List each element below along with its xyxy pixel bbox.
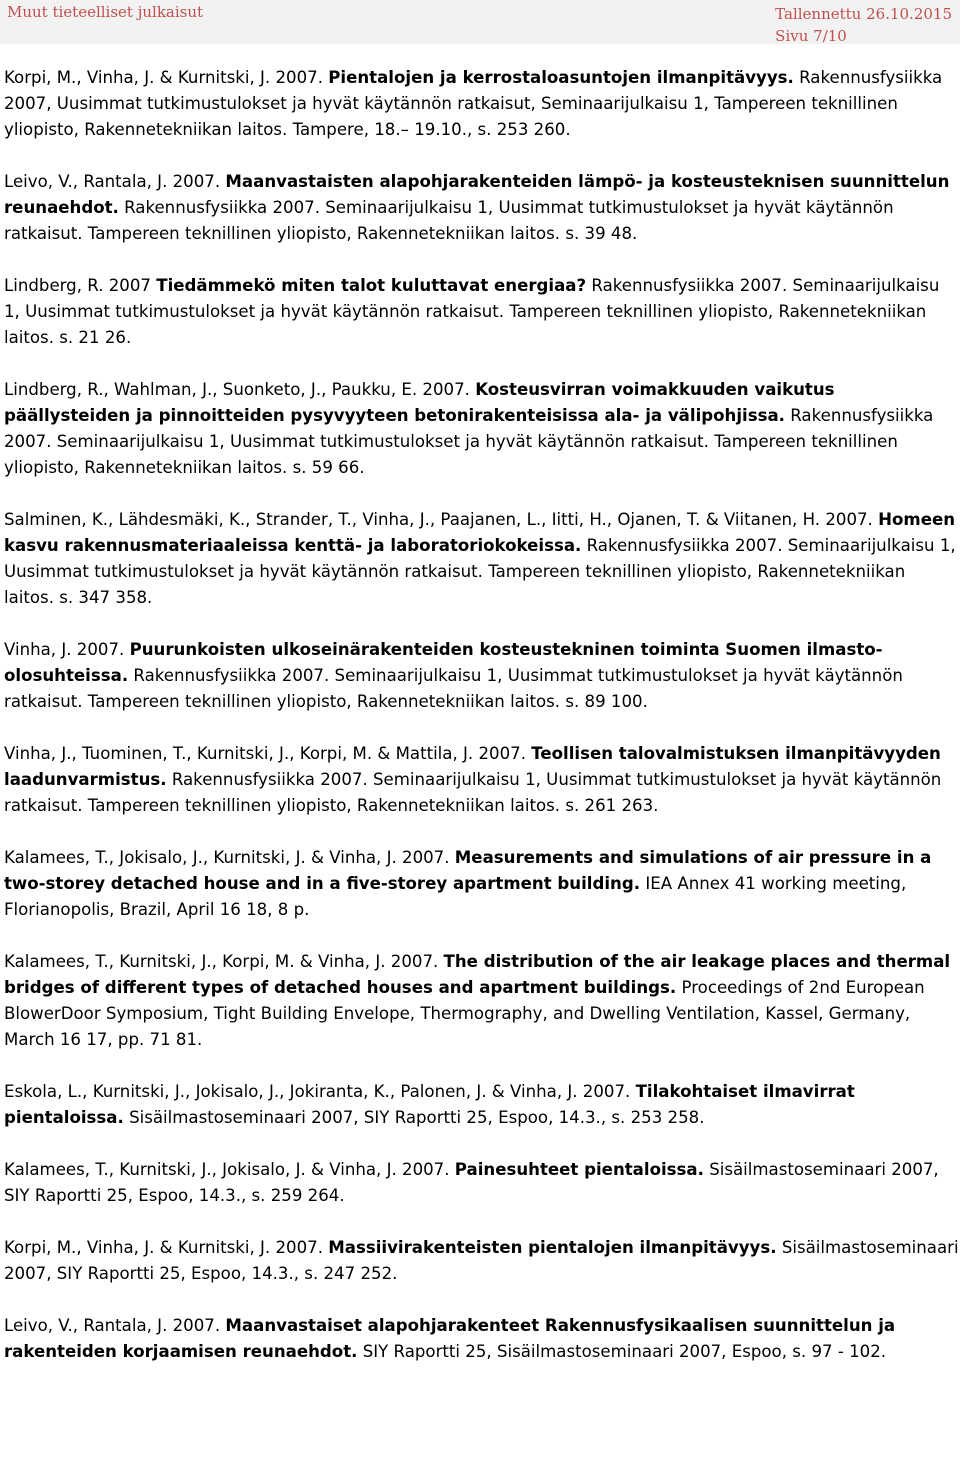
reference-title: Homeen kasvu rakennusmateriaaleissa kenttä- ja laboratoriokokeissa. (4, 510, 956, 555)
header-meta (775, 3, 952, 47)
page-header (0, 0, 960, 44)
header-saved-date: Tallennettu 26.10.2015 (775, 5, 952, 23)
reference-list (4, 65, 960, 1365)
reference-details: Sisäilmastoseminaari 2007, SIY Raportti 25, Espoo, 14.3., s. 247 252. (4, 1238, 959, 1283)
reference-entry (4, 273, 960, 351)
reference-details: Rakennusfysiikka 2007. Seminaarijulkaisu 1, Uusimmat tutkimustulokset ja hyvät käytännön ratkaisut. Tampereen teknillinen yliopisto, Rakennetekniikan laitos. s. 261 263. (4, 770, 942, 815)
header-page-number: Sivu 7/10 (775, 27, 847, 45)
reference-details: Rakennusfysiikka 2007. Seminaarijulkaisu 1, Uusimmat tutkimustulokset ja hyvät käytännön ratkaisut. Tampereen teknillinen yliopisto, Rakennetekniikan laitos. s. 39 48. (4, 198, 894, 243)
reference-entry (4, 507, 960, 611)
reference-entry (4, 169, 960, 247)
reference-entry (4, 1235, 960, 1287)
reference-details: Proceedings of 2nd European BlowerDoor Symposium, Tight Building Envelope, Thermography, and Dwelling Ventilation, Kassel, Germany, March 16 17, pp. 71 81. (4, 978, 925, 1049)
reference-entry (4, 377, 960, 481)
reference-authors: Leivo, V., Rantala, J. 2007. (4, 172, 226, 191)
reference-authors: Kalamees, T., Jokisalo, J., Kurnitski, J. & Vinha, J. 2007. (4, 848, 455, 867)
reference-title: Maanvastaiset alapohjarakenteet Rakennusfysikaalisen suunnittelun ja rakenteiden korjaamisen reunaehdot. (4, 1316, 896, 1361)
reference-authors: Kalamees, T., Kurnitski, J., Jokisalo, J. & Vinha, J. 2007. (4, 1160, 455, 1179)
reference-details: Rakennusfysiikka 2007. Seminaarijulkaisu 1, Uusimmat tutkimustulokset ja hyvät käytännön ratkaisut. Tampereen teknillinen yliopisto, Rakennetekniikan laitos. s. 347 358. (4, 536, 956, 607)
reference-details: IEA Annex 41 working meeting, Florianopolis, Brazil, April 16 18, 8 p. (4, 874, 907, 919)
reference-details: Rakennusfysiikka 2007. Seminaarijulkaisu 1, Uusimmat tutkimustulokset ja hyvät käytännön ratkaisut. Tampereen teknillinen yliopisto, Rakennetekniikan laitos. s. 59 66. (4, 406, 934, 477)
reference-authors: Leivo, V., Rantala, J. 2007. (4, 1316, 226, 1335)
reference-authors: Eskola, L., Kurnitski, J., Jokisalo, J., Jokiranta, K., Palonen, J. & Vinha, J. 2007. (4, 1082, 636, 1101)
reference-title: Measurements and simulations of air pressure in a two-storey detached house and in a five-storey apartment building. (4, 848, 932, 893)
reference-details: SIY Raportti 25, Sisäilmastoseminaari 2007, Espoo, s. 97 - 102. (357, 1342, 887, 1361)
reference-title: Tilakohtaiset ilmavirrat pientaloissa. (4, 1082, 855, 1127)
reference-authors: Vinha, J. 2007. (4, 640, 130, 659)
reference-title: Pientalojen ja kerrostaloasuntojen ilmanpitävyys. (328, 68, 794, 87)
reference-authors: Kalamees, T., Kurnitski, J., Korpi, M. & Vinha, J. 2007. (4, 952, 444, 971)
reference-authors: Salminen, K., Lähdesmäki, K., Strander, T., Vinha, J., Paajanen, L., Iitti, H., Ojanen, T. & Viitanen, H. 2007. (4, 510, 879, 529)
reference-entry (4, 1313, 960, 1365)
reference-entry (4, 637, 960, 715)
reference-entry (4, 741, 960, 819)
reference-title: Teollisen talovalmistuksen ilmanpitävyyden laadunvarmistus. (4, 744, 941, 789)
reference-authors: Korpi, M., Vinha, J. & Kurnitski, J. 2007. (4, 68, 329, 87)
reference-authors: Korpi, M., Vinha, J. & Kurnitski, J. 2007. (4, 1238, 329, 1257)
reference-title: Painesuhteet pientaloissa. (454, 1160, 704, 1179)
reference-details: Sisäilmastoseminaari 2007, SIY Raportti 25, Espoo, 14.3., s. 259 264. (4, 1160, 939, 1205)
reference-details: Rakennusfysiikka 2007, Uusimmat tutkimustulokset ja hyvät käytännön ratkaisut, Seminaarijulkaisu 1, Tampereen teknillinen yliopisto, Rakennetekniikan laitos. Tampere, 18.– 19.10., s. 253 260. (4, 68, 943, 139)
reference-entry (4, 65, 960, 143)
reference-authors: Lindberg, R., Wahlman, J., Suonketo, J., Paukku, E. 2007. (4, 380, 476, 399)
header-section-title: Muut tieteelliset julkaisut (7, 3, 204, 21)
reference-authors: Lindberg, R. 2007 (4, 276, 157, 295)
reference-details: Sisäilmastoseminaari 2007, SIY Raportti 25, Espoo, 14.3., s. 253 258. (123, 1108, 705, 1127)
reference-entry (4, 845, 960, 923)
reference-details: Rakennusfysiikka 2007. Seminaarijulkaisu 1, Uusimmat tutkimustulokset ja hyvät käytännön ratkaisut. Tampereen teknillinen yliopisto, Rakennetekniikan laitos. s. 89 100. (4, 666, 903, 711)
reference-title: Massiivirakenteisten pientalojen ilmanpitävyys. (328, 1238, 777, 1257)
reference-details: Rakennusfysiikka 2007. Seminaarijulkaisu 1, Uusimmat tutkimustulokset ja hyvät käytännön ratkaisut. Tampereen teknillinen yliopisto, Rakennetekniikan laitos. s. 21 26. (4, 276, 940, 347)
reference-title: Maanvastaisten alapohjarakenteiden lämpö- ja kosteusteknisen suunnittelun reunaehdot. (4, 172, 950, 217)
reference-title: Puurunkoisten ulkoseinärakenteiden kosteustekninen toiminta Suomen ilmasto-olosuhteissa. (4, 640, 883, 685)
reference-entry (4, 1157, 960, 1209)
reference-title: Kosteusvirran voimakkuuden vaikutus päällysteiden ja pinnoitteiden pysyvyyteen betonirakenteisissa ala- ja välipohjissa. (4, 380, 835, 425)
reference-entry (4, 1079, 960, 1131)
reference-title: The distribution of the air leakage places and thermal bridges of different types of detached houses and apartment buildings. (4, 952, 951, 997)
reference-entry (4, 949, 960, 1053)
reference-authors: Vinha, J., Tuominen, T., Kurnitski, J., Korpi, M. & Mattila, J. 2007. (4, 744, 532, 763)
reference-title: Tiedämmekö miten talot kuluttavat energiaa? (156, 276, 587, 295)
